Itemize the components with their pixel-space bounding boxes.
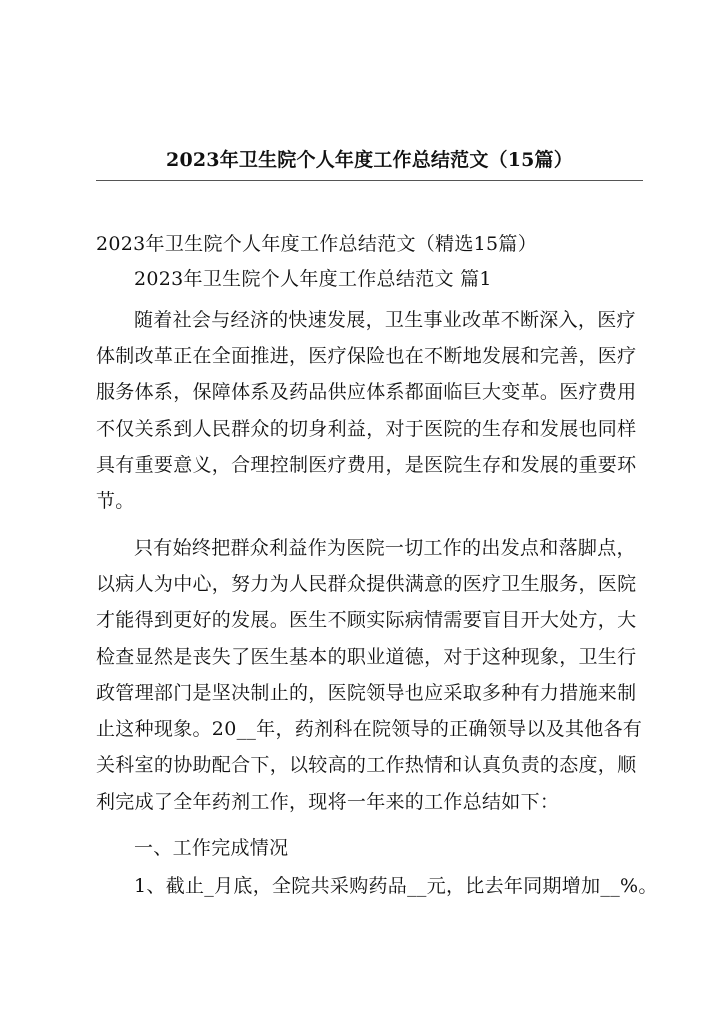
paragraph-2-line-2: 以病人为中心，努力为人民群众提供满意的医疗卫生服务，医院 xyxy=(96,573,637,595)
section-heading: 2023年卫生院个人年度工作总结范文 篇1 xyxy=(134,268,492,290)
paragraph-1-line-4: 不仅关系到人民群众的切身利益，对于医院的生存和发展也同样 xyxy=(96,418,637,440)
paragraph-1-line-3: 服务体系，保障体系及药品供应体系都面临巨大变革。医疗费用 xyxy=(96,381,637,403)
document-title: 2023年卫生院个人年度工作总结范文（15篇） xyxy=(166,149,573,171)
paragraph-2-line-1: 只有始终把群众利益作为医院一切工作的出发点和落脚点， xyxy=(134,537,636,559)
document-subtitle: 2023年卫生院个人年度工作总结范文（精选15篇） xyxy=(96,233,538,255)
title-divider xyxy=(96,180,643,181)
paragraph-2-line-3: 才能得到更好的发展。医生不顾实际病情需要盲目开大处方，大 xyxy=(96,609,637,631)
paragraph-2-line-7: 关科室的协助配合下，以较高的工作热情和认真负责的态度，顺 xyxy=(96,754,637,776)
paragraph-1-line-1: 随着社会与经济的快速发展，卫生事业改革不断深入，医疗 xyxy=(134,309,636,331)
paragraph-2-line-8: 利完成了全年药剂工作，现将一年来的工作总结如下： xyxy=(96,791,560,813)
paragraph-1-line-5: 具有重要意义，合理控制医疗费用，是医院生存和发展的重要环 xyxy=(96,454,637,476)
paragraph-2-line-5: 政管理部门是坚决制止的，医院领导也应采取多种有力措施来制 xyxy=(96,682,637,704)
list-heading: 一、工作完成情况 xyxy=(134,837,289,859)
paragraph-1-line-6: 节。 xyxy=(96,490,135,512)
list-item-1: 1、截止_月底，全院共采购药品__元，比去年同期增加__%。 xyxy=(134,875,658,897)
paragraph-2-line-6: 止这种现象。20__年，药剂科在院领导的正确领导以及其他各有 xyxy=(96,718,643,740)
paragraph-1-line-2: 体制改革正在全面推进，医疗保险也在不断地发展和完善，医疗 xyxy=(96,345,637,367)
paragraph-2-line-4: 检查显然是丧失了医生基本的职业道德，对于这种现象，卫生行 xyxy=(96,646,637,668)
